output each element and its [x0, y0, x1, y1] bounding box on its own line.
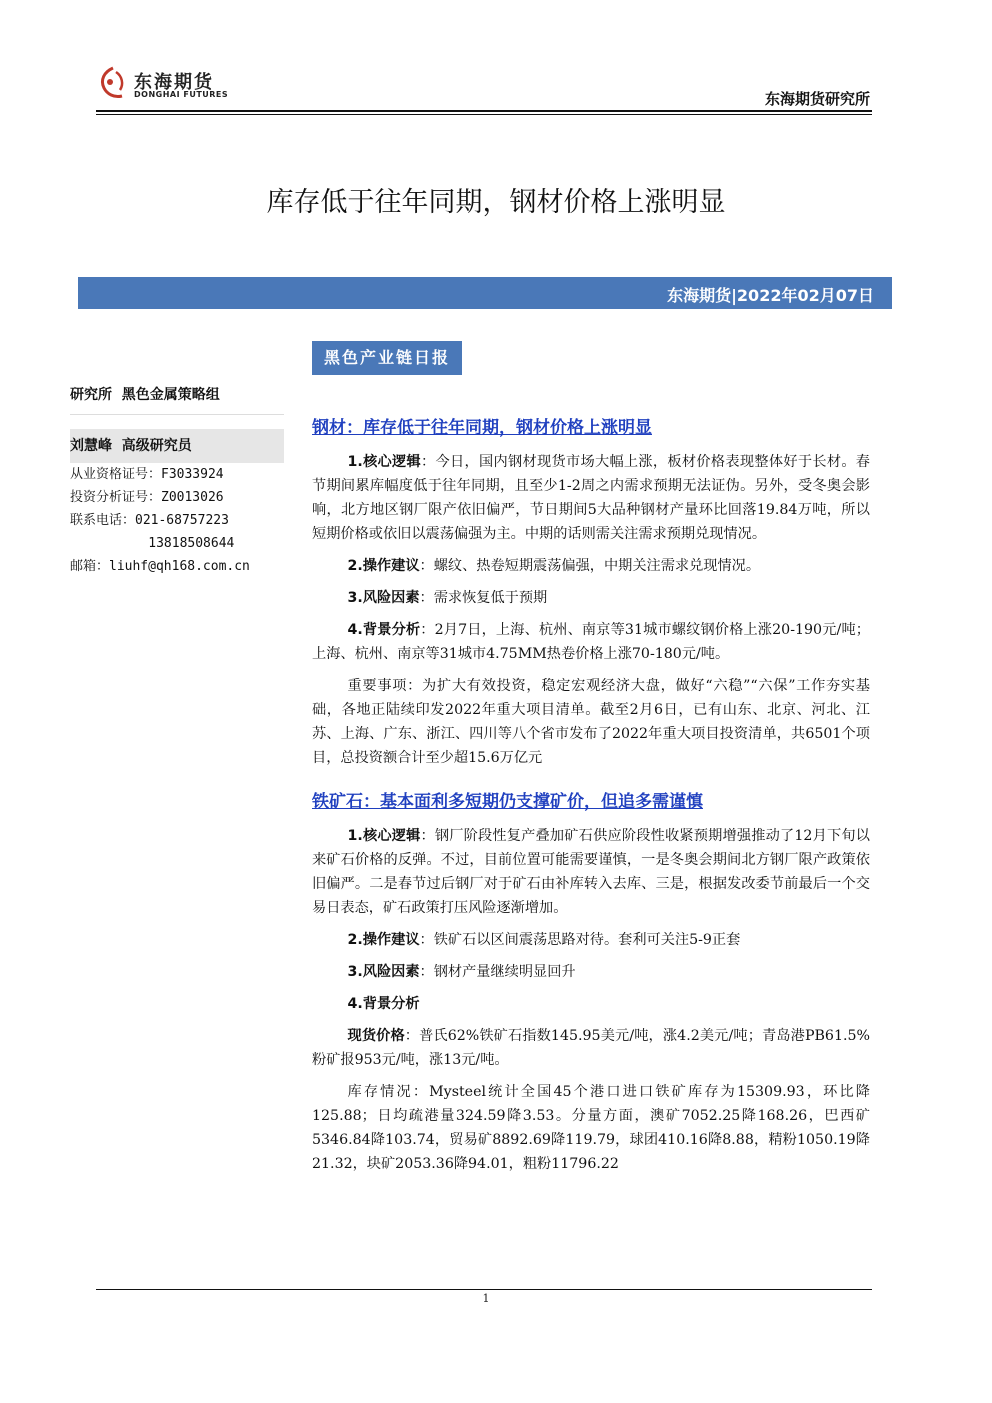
steel-risk [312, 586, 870, 610]
ore-advice [312, 928, 870, 952]
page-number: 1 [482, 1292, 490, 1305]
main-content [312, 414, 870, 1184]
author-sidebar [70, 380, 284, 578]
sidebar-analysis-license: 投资分析证号：Z0013026 [70, 490, 224, 505]
sidebar-qualification: 从业资格证号：F3033924 [70, 467, 224, 482]
header-divider [96, 110, 872, 112]
date-banner [78, 277, 892, 309]
footer-divider [96, 1289, 872, 1290]
steel-core-logic-label: 1.核心逻辑 [347, 454, 422, 470]
logo-text-en: DONGHAI FUTURES [134, 90, 229, 99]
sidebar-phone: 联系电话：021-68757223 [70, 513, 229, 528]
logo-text-cn: 东海期货 [134, 72, 214, 93]
institute-name: 东海期货研究所 [764, 90, 870, 108]
ore-spot-price [312, 1024, 870, 1072]
sidebar-department: 研究所 黑色金属策略组 [70, 380, 284, 415]
report-category-tag: 黑色产业链日报 [312, 341, 462, 375]
ore-advice-label: 2.操作建议 [347, 932, 420, 948]
ore-spot-price-label: 现货价格 [347, 1028, 405, 1044]
steel-background-text: ：2月7日，上海、杭州、南京等31城市螺纹钢价格上涨20-190元/吨；上海、杭州、南京等31城市4.75MM热卷价格上涨70-180元/吨。 [312, 622, 870, 662]
document-title: 库存低于往年同期，钢材价格上涨明显 [266, 187, 726, 218]
ore-core-logic-label: 1.核心逻辑 [347, 828, 421, 844]
ore-advice-text: ：铁矿石以区间震荡思路对待。套利可关注5-9正套 [419, 932, 741, 948]
banner-text: 东海期货|2022年02月07日 [667, 286, 874, 305]
steel-advice-text: ：螺纹、热卷短期震荡偏强，中期关注需求兑现情况。 [419, 558, 761, 574]
sidebar-mobile: 13818508644 [70, 536, 235, 551]
steel-section-title[interactable]: 钢材：库存低于往年同期，钢材价格上涨明显 [312, 418, 652, 438]
ore-spot-price-text: ：普氏62%铁矿石指数145.95美元/吨，涨4.2美元/吨；青岛港PB61.5%粉矿报953元/吨，涨13元/吨。 [312, 1028, 870, 1068]
steel-risk-text: ：需求恢复低于预期 [419, 590, 548, 606]
ore-background-label: 4.背景分析 [347, 996, 420, 1012]
sidebar-analyst: 刘慧峰 高级研究员 [70, 429, 284, 463]
logo-mark-icon [96, 66, 130, 102]
ore-background [312, 992, 870, 1016]
sidebar-email: 邮箱：liuhf@qh168.com.cn [70, 559, 250, 574]
steel-advice-label: 2.操作建议 [347, 558, 420, 574]
ore-section-title[interactable]: 铁矿石：基本面利多短期仍支撑矿价，但追多需谨慎 [312, 792, 703, 812]
ore-inventory: 库存情况：Mysteel统计全国45个港口进口铁矿库存为15309.93，环比降125.88；日均疏港量324.59降3.53。分量方面，澳矿7052.25降168.26，巴西矿5346.84降103.74，贸易矿8892.69降119.79，球团410.16降8.88，精粉1050.19降21.32，块矿2053.36降94.01，粗粉11796.22 [312, 1084, 870, 1172]
header-divider-thin [96, 114, 872, 115]
steel-background [312, 618, 870, 666]
steel-advice [312, 554, 870, 578]
steel-background-label: 4.背景分析 [347, 622, 421, 638]
ore-core-logic [312, 824, 870, 920]
company-logo [96, 66, 236, 106]
steel-core-logic [312, 450, 870, 546]
steel-key-events: 重要事项：为扩大有效投资，稳定宏观经济大盘，做好“六稳”“六保”工作夯实基础，各地正陆续印发2022年重大项目清单。截至2月6日，已有山东、北京、河北、江苏、上海、广东、浙江、四川等八个省市发布了2022年重大项目投资清单，共6501个项目，总投资额合计至少超15.6万亿元 [312, 678, 870, 766]
ore-risk [312, 960, 870, 984]
ore-risk-text: ：钢材产量继续明显回升 [419, 964, 576, 980]
ore-core-logic-text: ：钢厂阶段性复产叠加矿石供应阶段性收紧预期增强推动了12月下旬以来矿石价格的反弹。不过，目前位置可能需要谨慎，一是冬奥会期间北方钢厂限产政策依旧偏严。二是春节过后钢厂对于矿石由补库转入去库、三是，根据发改委节前最后一个交易日表态，矿石政策打压风险逐渐增加。 [312, 828, 870, 916]
steel-core-logic-text: ：今日，国内钢材现货市场大幅上涨，板材价格表现整体好于长材。春节期间累库幅度低于往年同期，且至少1-2周之内需求预期无法证伪。另外，受冬奥会影响，北方地区钢厂限产依旧偏严，节日期间5大品种钢材产量环比回落19.84万吨，所以短期价格或依旧以震荡偏强为主。中期的话则需关注需求预期兑现情况。 [312, 454, 870, 542]
ore-risk-label: 3.风险因素 [347, 964, 420, 980]
steel-risk-label: 3.风险因素 [347, 590, 420, 606]
